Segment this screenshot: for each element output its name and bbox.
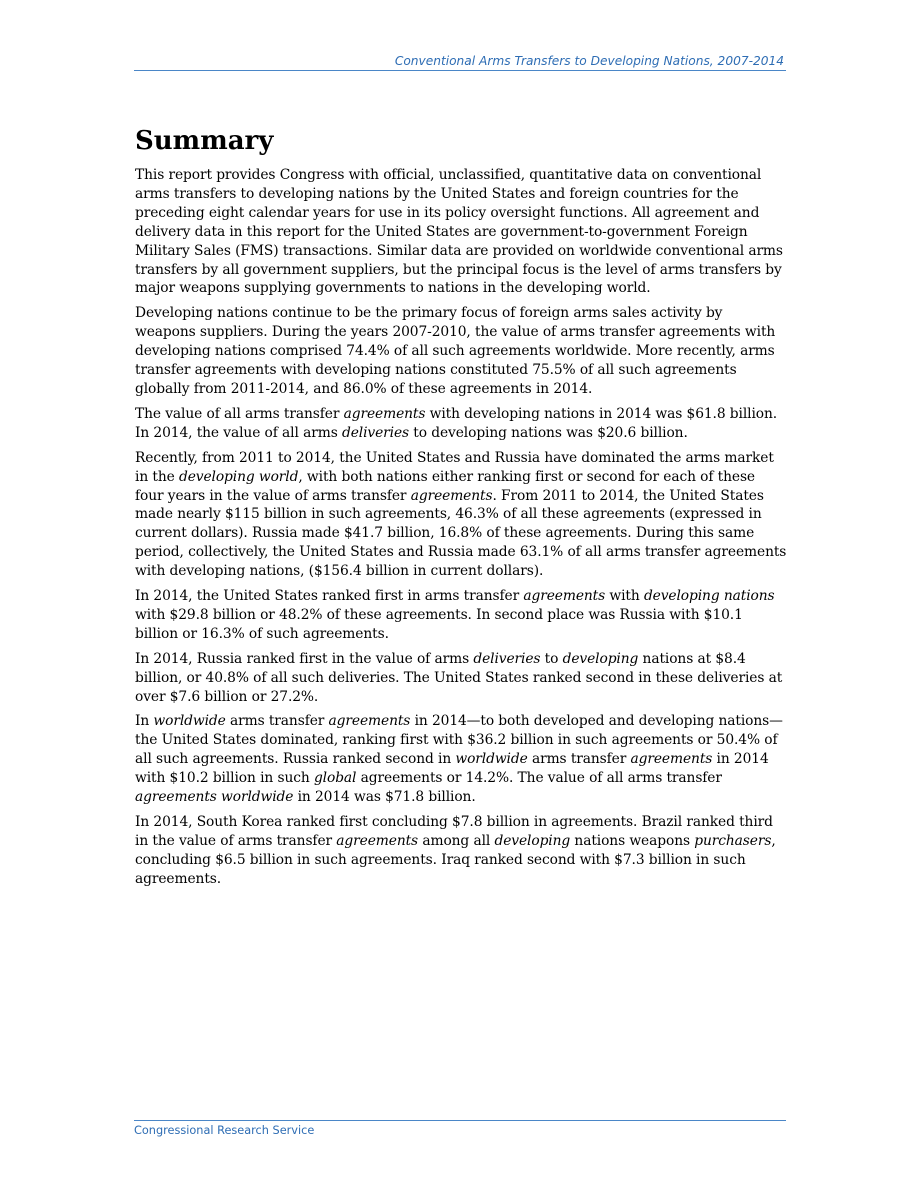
paragraph-text: nations weapons <box>570 832 695 849</box>
emphasized-text: developing world <box>178 468 299 485</box>
paragraph-text: Developing nations continue to be the primary focus of foreign arms sales activity by weapons suppliers. During the years 2007-2010, the value of arms transfer agreements with developing nations comprised 74.4% of all such agreements worldwide. More recently, arms transfer agreements with developing nations constituted 75.5% of all such agreements globally from 2011-2014, and 86.0% of these agreements in 2014. <box>135 305 776 397</box>
emphasized-text: developing nations <box>643 588 775 605</box>
paragraph-text: in 2014—to both developed and developing nations—the United States dominated, ranking first with $36.2 billion in such agreements or 50.4% of all such agreements. Russia ranked second in <box>135 713 783 768</box>
summary-body <box>135 166 787 889</box>
emphasized-text: developing <box>562 650 639 667</box>
paragraph-text: among all <box>418 832 495 849</box>
paragraph-text: The value of all arms transfer <box>135 405 344 422</box>
emphasized-text: agreements <box>343 405 426 422</box>
paragraph-text: arms transfer <box>527 751 631 768</box>
summary-paragraph <box>135 166 787 298</box>
paragraph-text: In 2014, the United States ranked first in arms transfer <box>135 588 524 605</box>
emphasized-text: agreements <box>630 751 713 768</box>
emphasized-text: purchasers <box>694 832 772 849</box>
running-header-title: Conventional Arms Transfers to Developing Nations, 2007-2014 <box>394 54 784 68</box>
paragraph-text: In 2014, South Korea ranked first concluding $7.8 billion in agreements. Brazil ranked third in the value of arms transfer <box>135 814 773 849</box>
paragraph-text: nations at $8.4 billion, or 40.8% of all such deliveries. The United States ranked second in these deliveries at over $7.6 billion or 27.2%. <box>135 650 783 705</box>
emphasized-text: deliveries <box>473 650 541 667</box>
page-footer <box>134 1120 786 1137</box>
summary-paragraph <box>135 813 787 889</box>
emphasized-text: worldwide <box>455 751 528 768</box>
emphasized-text: deliveries <box>341 424 410 441</box>
main-content <box>135 124 787 895</box>
paragraph-text: arms transfer <box>225 713 329 730</box>
paragraph-text: , with both nations either ranking first or second for each of these four years in the value of arms transfer <box>135 468 756 504</box>
footer-label: Congressional Research Service <box>134 1124 315 1137</box>
paragraph-text: in 2014 with $10.2 billion in such <box>135 751 769 787</box>
paragraph-text: with developing nations in 2014 was $61.8 billion. In 2014, the value of all arms <box>135 405 778 441</box>
emphasized-text: agreements <box>523 588 606 605</box>
summary-paragraph <box>135 712 787 807</box>
emphasized-text: agreements <box>336 832 419 849</box>
paragraph-text: This report provides Congress with official, unclassified, quantitative data on conventional arms transfers to developing nations by the United States and foreign countries for the preceding eight calendar years for use in its policy oversight functions. All agreement and delivery data in this report for the United States are government-to-government Foreign Military Sales (FMS) transactions. Similar data are provided on worldwide conventional arms transfers by all government suppliers, but the principal focus is the level of arms transfers by major weapons supplying governments to nations in the developing world. <box>135 167 783 297</box>
summary-paragraph <box>135 304 787 399</box>
emphasized-text: agreements worldwide <box>135 789 294 806</box>
paragraph-text: . From 2011 to 2014, the United States made nearly $115 billion in such agreements, 46.3% of all these agreements (expressed in current dollars). Russia made $41.7 billion, 16.8% of these agreements. During this same period, collectively, the United States and Russia made 63.1% of all arms transfer agreements with developing nations, ($156.4 billion in current dollars). <box>135 487 787 580</box>
paragraph-text: In 2014, Russia ranked first in the value of arms <box>135 650 474 667</box>
summary-paragraph <box>135 405 787 443</box>
paragraph-text: to developing nations was $20.6 billion. <box>409 424 688 441</box>
paragraph-text: In <box>135 713 154 730</box>
summary-paragraph <box>135 587 787 644</box>
page-header <box>134 53 786 71</box>
summary-paragraph <box>135 650 787 707</box>
emphasized-text: worldwide <box>153 713 226 730</box>
paragraph-text: to <box>540 650 563 667</box>
paragraph-text: , concluding $6.5 billion in such agreements. Iraq ranked second with $7.3 billion in such agreements. <box>135 832 776 887</box>
emphasized-text: global <box>313 770 357 787</box>
emphasized-text: developing <box>494 832 571 849</box>
paragraph-text: with <box>605 588 644 605</box>
paragraph-text: Recently, from 2011 to 2014, the United States and Russia have dominated the arms market in the <box>135 449 774 485</box>
emphasized-text: agreements <box>328 713 411 730</box>
emphasized-text: agreements <box>410 487 493 504</box>
page-title: Summary <box>135 126 274 156</box>
paragraph-text: in 2014 was $71.8 billion. <box>293 789 476 806</box>
paragraph-text: with $29.8 billion or 48.2% of these agreements. In second place was Russia with $10.1 billion or 16.3% of such agreements. <box>135 606 743 642</box>
summary-paragraph <box>135 449 787 581</box>
paragraph-text: agreements or 14.2%. The value of all arms transfer <box>356 770 722 787</box>
